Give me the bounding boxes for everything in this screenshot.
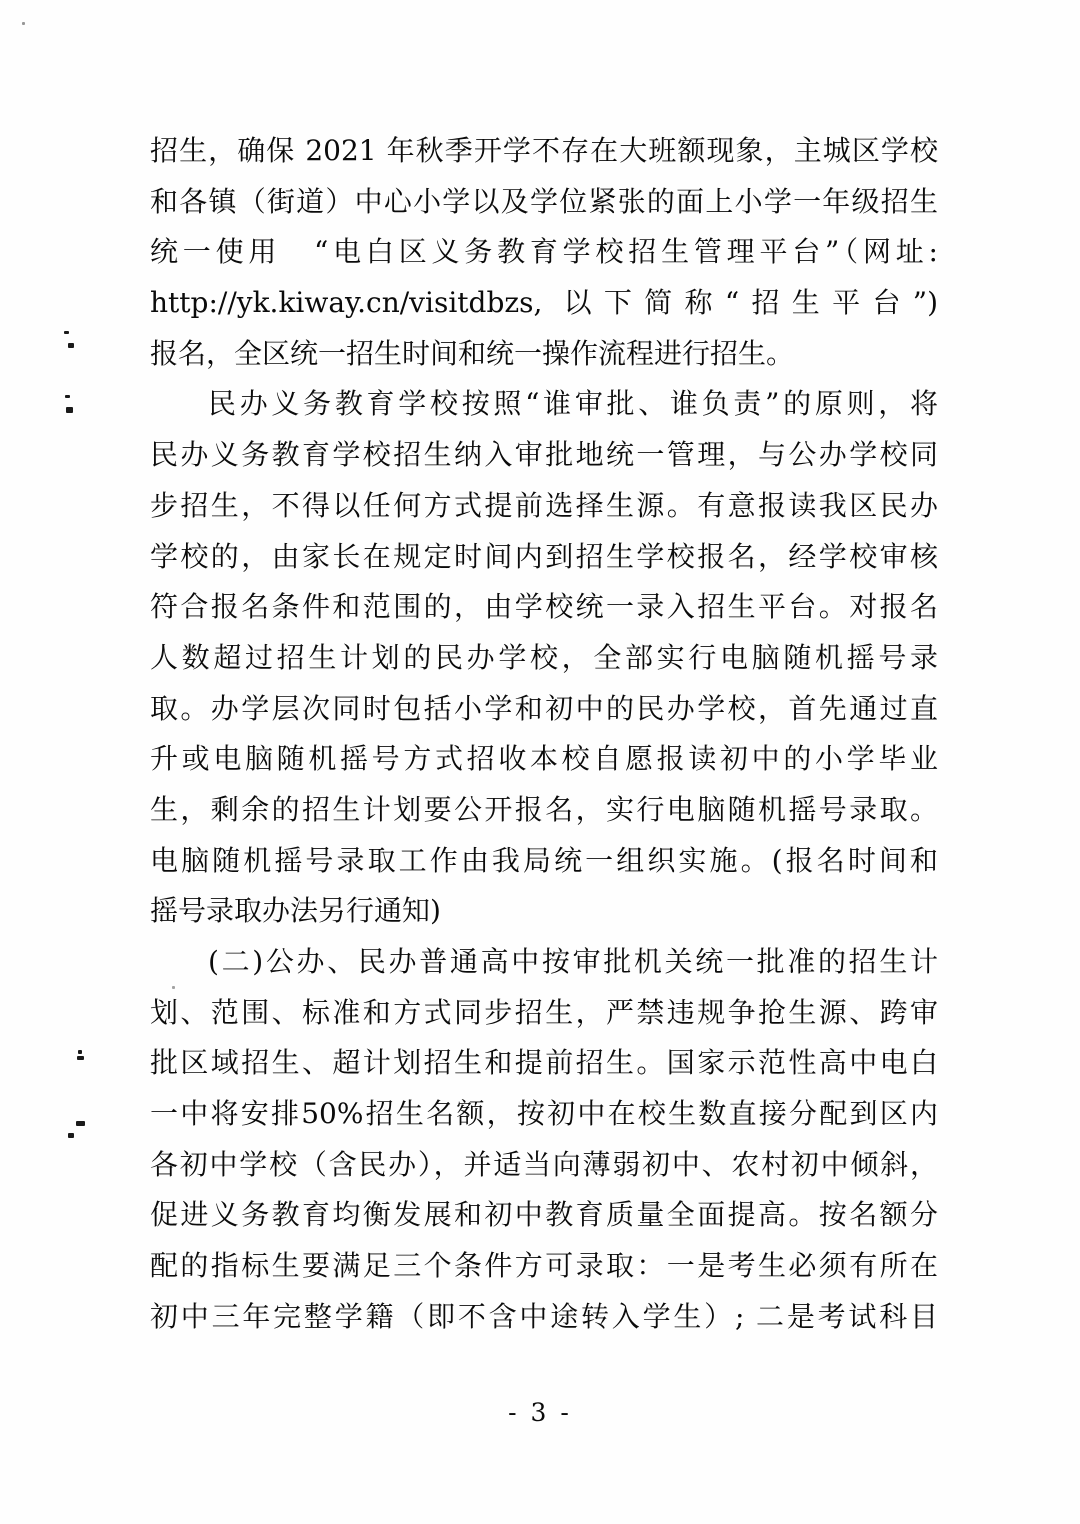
scan-speckle bbox=[66, 407, 73, 413]
text-line: 各初中学校（含民办），并适当向薄弱初中、农村初中倾斜， bbox=[150, 1147, 938, 1181]
text-line: 招生，确保 2021 年秋季开学不存在大班额现象，主城区学校 bbox=[150, 134, 938, 167]
text-line: 划、范围、标准和方式同步招生，严禁违规争抢生源、跨审 bbox=[150, 995, 938, 1029]
text-line: 步招生，不得以任何方式提前选择生源。有意报读我区民办 bbox=[150, 488, 938, 522]
text-line: 和各镇（街道）中心小学以及学位紧张的面上小学一年级招生 bbox=[150, 184, 938, 218]
text-line: 民办义务教育学校招生纳入审批地统一管理，与公办学校同 bbox=[150, 438, 938, 472]
text-line: 学校的，由家长在规定时间内到招生学校报名，经学校审核 bbox=[150, 539, 938, 573]
text-line: 一中将安排50%招生名额，按初中在校生数直接分配到区内 bbox=[150, 1097, 938, 1131]
text-line: 升或电脑随机摇号方式招收本校自愿报读初中的小学毕业 bbox=[150, 742, 938, 776]
text-line: 报名，全区统一招生时间和统一操作流程进行招生。 bbox=[150, 336, 795, 370]
text-line: 符合报名条件和范围的，由学校统一录入招生平台。对报名 bbox=[150, 590, 938, 624]
text-line: 电脑随机摇号录取工作由我局统一组织实施。(报名时间和 bbox=[150, 843, 938, 877]
text-line: 摇号录取办法另行通知) bbox=[150, 894, 441, 928]
text-line: http://yk.kiway.cn/visitdbzs, 以下简称“招生平台”) bbox=[150, 286, 938, 320]
scan-speckle bbox=[22, 22, 25, 25]
page-number: - 3 - bbox=[508, 1398, 572, 1427]
text-line: 民办义务教育学校按照“谁审批、谁负责”的原则，将 bbox=[208, 387, 938, 421]
text-line: (二)公办、民办普通高中按审批机关统一批准的招生计 bbox=[208, 945, 938, 978]
scan-speckle bbox=[77, 1056, 84, 1060]
text-line: 初中三年完整学籍（即不含中途转入学生）; 二是考试科目 bbox=[150, 1299, 938, 1333]
text-line: 促进义务教育均衡发展和初中教育质量全面提高。按名额分 bbox=[150, 1198, 938, 1232]
document-body bbox=[150, 126, 938, 1343]
text-line: 人数超过招生计划的民办学校，全部实行电脑随机摇号录 bbox=[150, 640, 938, 674]
text-line: 取。办学层次同时包括小学和初中的民办学校，首先通过直 bbox=[150, 691, 938, 725]
text-line: 批区域招生、超计划招生和提前招生。国家示范性高中电白 bbox=[150, 1046, 938, 1080]
scan-speckle bbox=[76, 1121, 85, 1126]
text-line: 配的指标生要满足三个条件方可录取：一是考生必须有所在 bbox=[150, 1249, 938, 1283]
scan-speckle bbox=[68, 343, 74, 348]
scan-speckle bbox=[78, 1050, 82, 1054]
scan-speckle bbox=[68, 1133, 74, 1138]
text-line: 生，剩余的招生计划要公开报名，实行电脑随机摇号录取。 bbox=[150, 792, 938, 826]
scan-speckle bbox=[65, 395, 70, 398]
scan-speckle bbox=[64, 331, 69, 334]
text-line: 统一使用 “电白区义务教育学校招生管理平台”（网址: bbox=[150, 235, 938, 269]
